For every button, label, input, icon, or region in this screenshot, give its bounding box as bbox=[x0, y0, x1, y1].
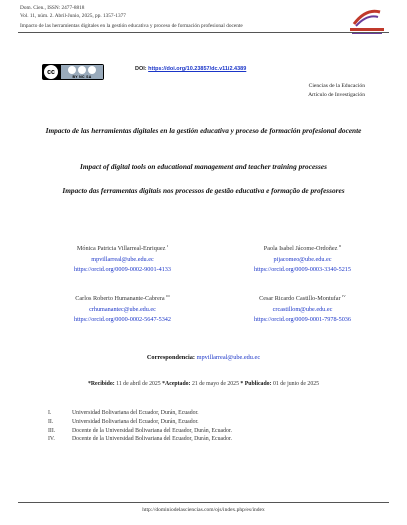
title-english: Impact of digital tools on educational management and teacher training processes bbox=[80, 162, 327, 171]
correspondence-label: Correspondencia: bbox=[146, 354, 196, 361]
author-name: Carlos Roberto Humanante-Cabrera $^{III}$ bbox=[75, 294, 170, 303]
by-icon bbox=[68, 66, 76, 74]
license-tag: BY NC SA bbox=[72, 74, 92, 79]
sa-icon bbox=[88, 66, 96, 74]
author-orcid[interactable]: https://orcid.org/0009-0003-3340-5215 bbox=[254, 266, 351, 274]
author-orcid[interactable]: https://orcid.org/0000-0002-5647-5342 bbox=[74, 316, 171, 324]
nc-icon bbox=[78, 66, 86, 74]
author-email[interactable]: crhumanantec@ube.edu.ec bbox=[89, 305, 156, 313]
running-title: Impacto de las herramientas digitales en la gestión educativa y proceso de formación profesional docente bbox=[20, 23, 243, 29]
journal-volume: Vol. 11, núm. 2. Abril-Junio, 2025, pp. 1357-1377 bbox=[20, 13, 126, 19]
author-block-1 bbox=[40, 241, 205, 276]
article-type: Artículo de Investigación bbox=[308, 92, 365, 98]
author-block-2 bbox=[220, 241, 385, 276]
correspondence-line bbox=[0, 354, 407, 361]
dates-line bbox=[0, 381, 407, 387]
accepted-label: *Aceptado: bbox=[162, 381, 191, 387]
section-area: Ciencias de la Educación bbox=[308, 83, 365, 89]
affiliation-item: I. Universidad Bolivariana del Ecuador, Durán, Ecuador. bbox=[48, 410, 199, 416]
received-date: 11 de abril de 2025 bbox=[116, 381, 161, 387]
author-email[interactable]: crcastillom@ube.edu.ec bbox=[272, 305, 333, 313]
cc-icon: cc bbox=[44, 65, 58, 79]
affiliation-item: II. Universidad Bolivariana del Ecuador, Durán, Ecuador. bbox=[48, 418, 199, 425]
author-block-3 bbox=[40, 291, 205, 326]
journal-issn: Dom. Cien., ISSN: 2477-8818 bbox=[20, 5, 85, 11]
cc-license-badge[interactable] bbox=[42, 64, 104, 80]
published-label: * Publicado: bbox=[240, 381, 272, 387]
doi-label: DOI: bbox=[135, 66, 147, 72]
author-email[interactable]: pijacomeo@ube.edu.ec bbox=[273, 255, 332, 263]
author-orcid[interactable]: https://orcid.org/0009-0001-7978-5036 bbox=[254, 316, 351, 324]
author-name: Mónica Patricia Villarreal-Enriquez $^I$ bbox=[76, 244, 169, 253]
author-orcid[interactable]: https://orcid.org/0009-0002-9001-4133 bbox=[74, 266, 171, 274]
author-email[interactable]: mpvillarreal@ube.edu.ec bbox=[91, 255, 154, 263]
author-name: Paola Isabel Jácome-Ordoñez $^{II}$ bbox=[263, 244, 342, 253]
doi-link[interactable]: https://doi.org/10.23857/dc.v11i2.4389 bbox=[148, 66, 247, 72]
affiliation-item: IV. Docente de la Universidad Bolivariana del Ecuador, Durán, Ecuador. bbox=[48, 436, 232, 443]
footer-url[interactable]: http://dominiodelasciencias.com/ojs/index.php/es/index bbox=[142, 507, 265, 513]
affiliations-list bbox=[48, 409, 232, 444]
footer-rule bbox=[18, 502, 389, 503]
correspondence-email[interactable]: mpvillarreal@ube.edu.ec bbox=[196, 354, 261, 361]
doi-line bbox=[135, 66, 246, 72]
affiliation-item: III. Docente de la Universidad Bolivariana del Ecuador, Durán, Ecuador. bbox=[48, 427, 232, 434]
author-name: Cesar Ricardo Castillo-Montufar $^{IV}$ bbox=[259, 294, 346, 303]
title-spanish: Impacto de las herramientas digitales en la gestión educativa y proceso de formación profesional docente bbox=[45, 126, 362, 135]
accepted-date: 21 de mayo de 2025 bbox=[191, 381, 239, 387]
title-portuguese: Impacto das ferramentas digitais nos processos de gestão educativa e formação de professores bbox=[62, 186, 345, 195]
published-date: 01 de junio de 2025 bbox=[272, 381, 320, 387]
header-rule bbox=[18, 32, 389, 33]
author-block-4 bbox=[220, 291, 385, 326]
received-label: *Recibido: bbox=[87, 381, 115, 387]
